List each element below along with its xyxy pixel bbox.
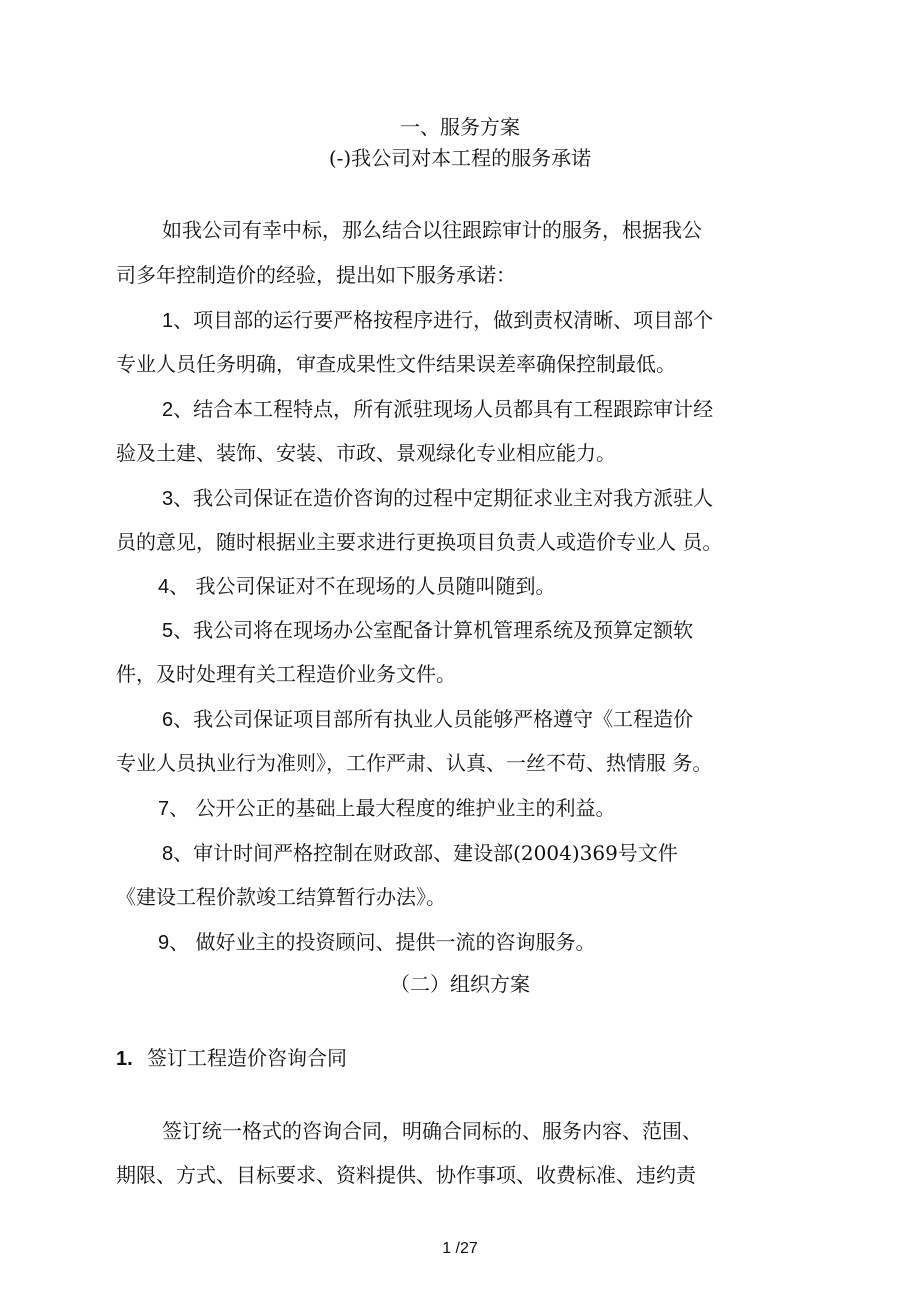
intro-line-2: 司多年控制造价的经验，提出如下服务承诺：	[116, 263, 516, 287]
subsection-title: 签订工程造价咨询合同	[147, 1046, 348, 1070]
item-number: 4	[158, 576, 170, 598]
commitment-item-5	[162, 617, 693, 644]
commitment-item-3-cont: 员的意见，随时根据业主要求进行更换项目负责人或造价专业人 员。	[116, 530, 723, 554]
subsection-number: 1.	[116, 1048, 133, 1070]
section-1-subtitle: (-)我公司对本工程的服务承诺	[328, 146, 592, 170]
commitment-item-8-cont: 《建设工程价款竣工结算暂行办法》。	[116, 885, 446, 909]
commitment-item-6	[162, 706, 693, 733]
commitment-item-1-cont: 专业人员任务明确，审查成果性文件结果误差率确保控制最低。	[116, 352, 676, 376]
commitment-item-3	[162, 485, 713, 512]
page-title: 一、服务方案	[400, 115, 520, 139]
body-line-1: 签订统一格式的咨询合同，明确合同标的、服务内容、范围、	[162, 1119, 702, 1143]
item-text: 、我公司保证在造价咨询的过程中定期征求业主对我方派驻人	[173, 486, 714, 510]
item-number: 9	[158, 932, 170, 954]
commitment-item-4	[158, 573, 555, 600]
body-line-2: 期限、方式、目标要求、资料提供、协作事项、收费标准、违约责	[116, 1163, 696, 1187]
item-text: 、项目部的运行要严格按程序进行，做到责权清晰、项目部个	[173, 308, 714, 332]
page-number: 1 /27	[442, 1240, 478, 1257]
item-number: 3	[162, 488, 174, 510]
commitment-item-2-cont: 验及土建、装饰、安装、市政、景观绿化专业相应能力。	[116, 441, 616, 465]
commitment-item-6-cont: 专业人员执业行为准则》，工作严肃、认真、一丝不苟、热情服 务。	[116, 751, 713, 775]
commitment-item-7	[158, 795, 615, 822]
item-text: 、 做好业主的投资顾问、提供一流的咨询服务。	[169, 930, 596, 954]
item-number: 2	[162, 399, 174, 421]
section-2-title: （二）组织方案	[390, 972, 530, 996]
commitment-item-5-cont: 件，及时处理有关工程造价业务文件。	[116, 662, 456, 686]
item-text: 、审计时间严格控制在财政部、建设部(2004)369号文件	[173, 841, 678, 865]
item-number: 5	[162, 620, 174, 642]
commitment-item-9	[158, 929, 595, 956]
commitment-item-1	[162, 307, 713, 334]
item-text: 、我公司将在现场办公室配备计算机管理系统及预算定额软	[173, 618, 694, 642]
item-text: 、 我公司保证对不在现场的人员随叫随到。	[169, 574, 556, 598]
item-number: 8	[162, 843, 174, 865]
item-number: 1	[162, 310, 174, 332]
commitment-item-2	[162, 396, 713, 423]
intro-line-1: 如我公司有幸中标，那么结合以往跟踪审计的服务，根据我公	[162, 218, 702, 242]
commitment-item-8	[162, 840, 678, 867]
item-number: 7	[158, 798, 170, 820]
item-text: 、 公开公正的基础上最大程度的维护业主的利益。	[169, 796, 616, 820]
item-number: 6	[162, 709, 174, 731]
item-text: 、结合本工程特点，所有派驻现场人员都具有工程跟踪审计经	[173, 397, 714, 421]
item-text: 、我公司保证项目部所有执业人员能够严格遵守《工程造价	[173, 707, 694, 731]
subsection-heading	[116, 1045, 347, 1072]
